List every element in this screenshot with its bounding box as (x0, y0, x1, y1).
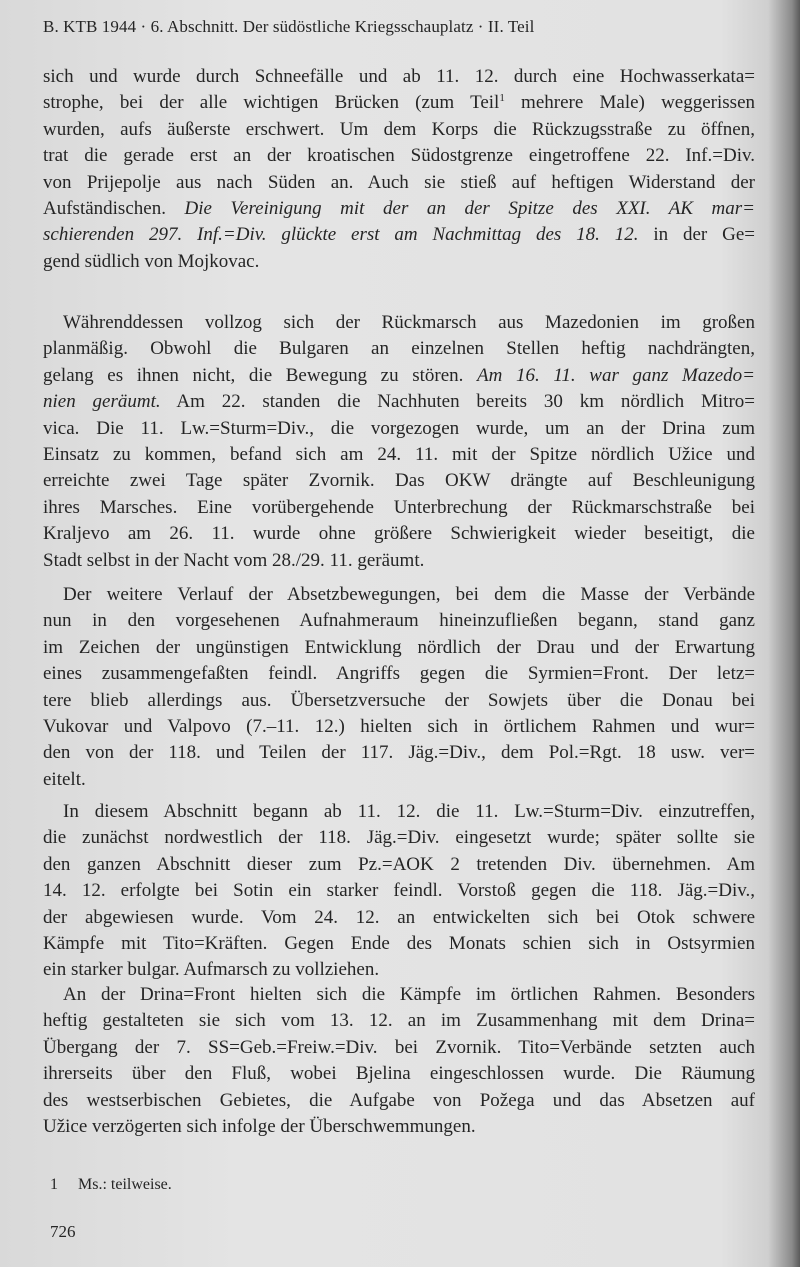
paragraph (43, 310, 755, 574)
body-text: wurden, aufs äußerste erschwert. Um dem Korps die Rückzugsstraße zu öffnen, (43, 118, 755, 140)
body-text: die zunächst nordwestlich der 118. Jäg.=Div. eingesetzt wurde; später sollte sie (43, 827, 755, 849)
text-line (43, 521, 755, 547)
body-text: Kraljevo am 26. 11. wurde ohne größere Schwierigkeit wieder beseitigt, die (43, 523, 755, 545)
italic-text: schierenden 297. Inf.=Div. glückte erst am Nachmittag des 18. 12. (43, 224, 639, 246)
footnote-number: 1 (50, 1176, 58, 1193)
body-text: An der Drina=Front hielten sich die Kämpfe im örtlichen Rahmen. Besonders (63, 984, 755, 1005)
text-line (43, 389, 755, 415)
text-line (43, 825, 755, 851)
body-text: Übergang der 7. SS=Geb.=Freiw.=Div. bei Zvornik. Tito=Verbände setzten auch (43, 1036, 755, 1058)
body-text: gend südlich von Mojkovac. (43, 250, 260, 272)
text-line (43, 1088, 755, 1114)
paragraph (43, 982, 755, 1140)
text-line (43, 1008, 755, 1034)
body-text: Užice verzögerten sich infolge der Überschwemmungen. (43, 1115, 476, 1137)
text-line (43, 905, 755, 931)
paragraph (43, 64, 755, 275)
text-line (43, 957, 755, 983)
body-text: Vukovar und Valpovo (7.–11. 12.) hielten sich in örtlichem Rahmen und wur= (43, 715, 755, 737)
body-text: Währenddessen vollzog sich der Rückmarsch aus Mazedonien im großen (63, 312, 755, 333)
body-text: ein starker bulgar. Aufmarsch zu vollziehen. (43, 959, 380, 981)
body-text: 14. 12. erfolgte bei Sotin ein starker feindl. Vorstoß gegen die 118. Jäg.=Div., (43, 880, 755, 902)
text-line (43, 799, 755, 825)
text-line (43, 1035, 755, 1061)
body-text: eitelt. (43, 768, 86, 790)
text-line (43, 310, 755, 336)
text-line (43, 740, 755, 766)
body-text: Der weitere Verlauf der Absetzbewegungen, bei dem die Masse der Verbände (63, 584, 755, 605)
body-text: den von der 118. und Teilen der 117. Jäg.=Div., dem Pol.=Rgt. 18 usw. ver= (43, 742, 755, 764)
paragraph (43, 582, 755, 793)
italic-text: Am 16. 11. war ganz Mazedo= (477, 364, 755, 386)
italic-text: nien geräumt. (43, 391, 161, 413)
text-line (43, 468, 755, 494)
body-text: nun in den vorgesehenen Aufnahmeraum hineinzufließen begann, stand ganz (43, 610, 755, 632)
text-line (43, 1114, 755, 1140)
text-line (43, 416, 755, 442)
body-text: tere blieb allerdings aus. Übersetzversuche der Sowjets über die Donau bei (43, 689, 755, 711)
text-line (43, 688, 755, 714)
text-line (43, 982, 755, 1008)
body-text: trat die gerade erst an der kroatischen Südostgrenze eingetroffene 22. Inf.=Div. (43, 145, 755, 167)
body-text: strophe, bei der alle wichtigen Brücken (zum Teil (43, 92, 500, 114)
body-text: Kämpfe mit Tito=Kräften. Gegen Ende des Monats schien sich in Ostsyrmien (43, 932, 755, 954)
body-text: Aufständischen. (43, 197, 185, 219)
footnote (50, 1176, 172, 1194)
text-line (43, 90, 755, 116)
body-text: mehrere Male) weggerissen (504, 92, 755, 114)
body-text: erreichte zwei Tage später Zvornik. Das OKW drängte auf Beschleunigung (43, 470, 755, 492)
text-line (43, 336, 755, 362)
text-line (43, 143, 755, 169)
text-line (43, 495, 755, 521)
text-line (43, 878, 755, 904)
text-line (43, 249, 755, 275)
italic-text: Die Vereinigung mit der an der Spitze des XXI. AK mar= (184, 197, 755, 219)
text-line (43, 582, 755, 608)
text-line (43, 931, 755, 957)
body-text: eines zusammengefaßten feindl. Angriffs gegen die Syrmien=Front. Der letz= (43, 663, 755, 685)
body-text: ihres Marsches. Eine vorübergehende Unterbrechung der Rückmarschstraße bei (43, 496, 755, 518)
page-number: 726 (50, 1222, 76, 1241)
body-text: im Zeichen der ungünstigen Entwicklung nördlich der Drau und der Erwartung (43, 636, 755, 658)
text-line (43, 714, 755, 740)
footnote-text: Ms.: teilweise. (78, 1176, 172, 1193)
text-line (43, 196, 755, 222)
body-text: heftig gestalteten sie sich vom 13. 12. an im Zusammenhang mit dem Drina= (43, 1010, 755, 1032)
body-text: gelang es ihnen nicht, die Bewegung zu stören. (43, 364, 478, 386)
body-text: Am 22. standen die Nachhuten bereits 30 km nördlich Mitro= (160, 391, 755, 413)
text-line (43, 117, 755, 143)
body-text: ihrerseits über den Fluß, wobei Bjelina eingeschlossen wurde. Die Räumung (43, 1063, 755, 1085)
body-text: den ganzen Abschnitt dieser zum Pz.=AOK 2 tretenden Div. übernehmen. Am (43, 853, 755, 875)
text-line (43, 608, 755, 634)
paragraph (43, 799, 755, 984)
text-line (43, 170, 755, 196)
text-line (43, 442, 755, 468)
body-text: von Prijepolje aus nach Süden an. Auch sie stieß auf heftigen Widerstand der (43, 171, 755, 193)
text-line (43, 222, 755, 248)
text-line (43, 1061, 755, 1087)
text-line (43, 548, 755, 574)
body-text: der abgewiesen wurde. Vom 24. 12. an entwickelten sich bei Otok schwere (43, 906, 755, 928)
text-line (43, 767, 755, 793)
footnote-reference: 1 (499, 92, 505, 105)
text-line (43, 635, 755, 661)
body-text: vica. Die 11. Lw.=Sturm=Div., die vorgezogen wurde, um an der Drina zum (43, 417, 755, 439)
text-line (43, 661, 755, 687)
body-text: planmäßig. Obwohl die Bulgaren an einzelnen Stellen heftig nachdrängten, (43, 338, 755, 360)
text-line (43, 852, 755, 878)
body-text: In diesem Abschnitt begann ab 11. 12. die 11. Lw.=Sturm=Div. einzutreffen, (63, 801, 755, 822)
text-line (43, 64, 755, 90)
body-text: sich und wurde durch Schneefälle und ab 11. 12. durch eine Hochwasserkata= (43, 66, 755, 87)
body-text: Einsatz zu kommen, befand sich am 24. 11. mit der Spitze nördlich Užice und (43, 443, 755, 465)
text-line (43, 363, 755, 389)
body-text: in der Ge= (638, 224, 755, 246)
body-text: des westserbischen Gebietes, die Aufgabe von Požega und das Absetzen auf (43, 1089, 755, 1111)
running-header: B. KTB 1944 · 6. Abschnitt. Der südöstliche Kriegsschauplatz · II. Teil (43, 17, 535, 36)
body-text: Stadt selbst in der Nacht vom 28./29. 11. geräumt. (43, 549, 425, 571)
